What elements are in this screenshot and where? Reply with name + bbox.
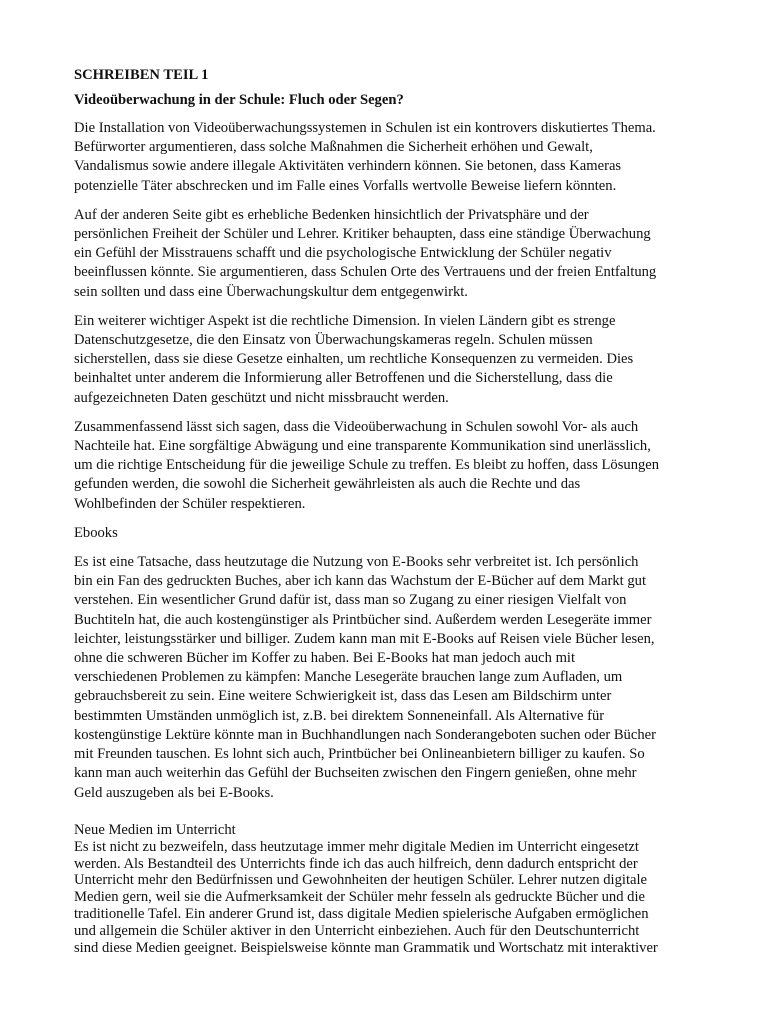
paragraph-line: und allgemein die Schüler aktiver in den Unterricht einbeziehen. Auch für den Deutschunterricht (74, 923, 640, 940)
paragraph-line: kostengünstige Lektüre könnte man in Buchhandlungen nach Sonderangeboten suchen oder Bücher (74, 726, 656, 743)
paragraph-line: ohne die schweren Bücher im Koffer zu haben. Bei E-Books hat man jedoch auch mit (74, 650, 576, 667)
paragraph-2 (74, 206, 696, 302)
paragraph-line: Geld auszugeben als bei E-Books. (74, 784, 274, 801)
paragraph-line: Unterricht mehr den Bedürfnissen und Gewohnheiten der heutigen Schüler. Lehrer nutzen digitale (74, 872, 648, 889)
paragraph-line: Befürworter argumentieren, dass solche Maßnahmen die Sicherheit erhöhen und Gewalt, (74, 139, 593, 156)
paragraph-line: bin ein Fan des gedruckten Buches, aber ich kann das Wachstum der E-Bücher auf dem Markt gut (74, 573, 646, 590)
document-page (74, 66, 696, 957)
paragraph-line: Die Installation von Videoüberwachungssystemen in Schulen ist ein kontrovers diskutiertes Thema. (74, 120, 656, 136)
paragraph-line: um die richtige Entscheidung für die jeweilige Schule zu treffen. Es bleibt zu hoffen, dass Lösungen (74, 457, 660, 474)
paragraph-4 (74, 418, 696, 514)
paragraph-ebooks (74, 553, 696, 803)
paragraph-line: persönlichen Freiheit der Schüler und Lehrer. Kritiker behaupten, dass eine ständige Überwachung (74, 226, 651, 243)
paragraph-line: gebrauchsbereit zu sein. Eine weitere Schwierigkeit ist, dass das Lesen am Bildschirm unter (74, 688, 612, 705)
article-title: Videoüberwachung in der Schule: Fluch oder Segen? (74, 92, 404, 108)
paragraph-line: verschiedenen Problemen zu kämpfen: Manche Lesegeräte brauchen lange zum Aufladen, um (74, 669, 623, 686)
paragraph-medien (74, 822, 696, 957)
paragraph-line: verstehen. Ein wesentlicher Grund dafür ist, dass man so Zugang zu einer riesigen Vielfalt von (74, 592, 627, 609)
paragraph-3 (74, 312, 696, 408)
paragraph-line: kann man auch weiterhin das Gefühl der Buchseiten zwischen den Fingern genießen, ohne mehr (74, 765, 637, 782)
paragraph-line: ein Gefühl der Misstrauens schafft und die psychologische Entwicklung der Schüler negativ (74, 245, 612, 262)
paragraph-line: gefunden werden, die sowohl die Sicherheit gewährleisten als auch die Rechte und das (74, 476, 581, 493)
section-heading: SCHREIBEN TEIL 1 (74, 67, 209, 83)
paragraph-line: Wohlbefinden der Schüler respektieren. (74, 495, 306, 512)
paragraph-line: aufgezeichneten Daten geschützt und nicht missbraucht werden. (74, 389, 449, 406)
paragraph-line: beeinflussen könnte. Sie argumentieren, dass Schulen Orte des Vertrauens und der freien Entfaltung (74, 264, 657, 281)
paragraph-line: Es ist nicht zu bezweifeln, dass heutzutage immer mehr digitale Medien im Unterricht eingesetzt (74, 838, 639, 855)
paragraph-line: Auf der anderen Seite gibt es erhebliche Bedenken hinsichtlich der Privatsphäre und der (74, 206, 589, 223)
paragraph-line: mit Freunden tauschen. Es lohnt sich auch, Printbücher bei Onlineanbietern billiger zu kaufen. So (74, 746, 645, 763)
ebooks-heading (74, 524, 696, 543)
paragraph-line: Medien gern, weil sie die Aufmerksamkeit der Schüler mehr fesseln als gedruckte Bücher und die (74, 889, 646, 906)
paragraph-line: beinhaltet unter anderem die Informierung aller Betroffenen und die Sicherstellung, dass die (74, 370, 613, 387)
paragraph-line: sicherstellen, dass sie diese Gesetze einhalten, um rechtliche Konsequenzen zu vermeiden. Dies (74, 351, 634, 368)
paragraph-line: Vandalismus sowie andere illegale Aktivitäten verhindern können. Sie betonen, dass Kameras (74, 158, 622, 175)
paragraph-1 (74, 119, 696, 196)
section-title: Neue Medien im Unterricht (74, 821, 236, 838)
paragraph-line: Es ist eine Tatsache, dass heutzutage die Nutzung von E-Books sehr verbreitet ist. Ich persönlich (74, 554, 639, 571)
paragraph-line: potenzielle Täter abschrecken und im Falle eines Vorfalls wertvolle Beweise liefern könnten. (74, 177, 617, 194)
paragraph-line: Nachteile hat. Eine sorgfältige Abwägung und eine transparente Kommunikation sind unerlässlich, (74, 438, 651, 455)
section-title: Ebooks (74, 524, 118, 541)
paragraph-line: Datenschutzgesetze, die den Einsatz von Überwachungskameras regeln. Schulen müssen (74, 332, 593, 349)
paragraph-line: Zusammenfassend lässt sich sagen, dass die Videoüberwachung in Schulen sowohl Vor- als auch (74, 418, 639, 435)
paragraph-line: werden. Als Bestandteil des Unterrichts finde ich das auch hilfreich, denn dadurch entspricht der (74, 855, 638, 872)
paragraph-line: Ein weiterer wichtiger Aspekt ist die rechtliche Dimension. In vielen Ländern gibt es strenge (74, 312, 616, 329)
paragraph-line: traditionelle Tafel. Ein anderer Grund ist, dass digitale Medien spielerische Aufgaben ermöglichen (74, 906, 649, 923)
paragraph-line: sein sollten und dass eine Überwachungskultur dem entgegenwirkt. (74, 283, 468, 300)
paragraph-line: leichter, leistungsstärker und billiger. Zudem kann man mit E-Books auf Reisen viele Bücher lesen, (74, 630, 655, 647)
paragraph-line: Buchtiteln hat, die auch kostengünstiger als Printbücher sind. Außerdem werden Lesegeräte immer (74, 611, 652, 628)
paragraph-line: bestimmten Umständen unmöglich ist, z.B. bei direktem Sonneneinfall. Als Alternative für (74, 707, 605, 724)
paragraph-line: sind diese Medien geeignet. Beispielsweise könnte man Grammatik und Wortschatz mit interaktiver (74, 940, 658, 957)
